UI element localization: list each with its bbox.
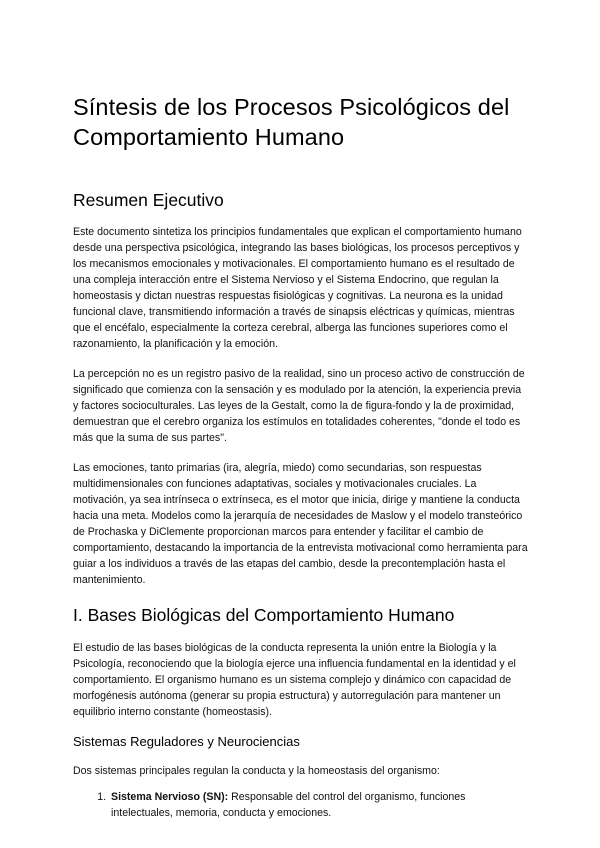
subsection-heading: Sistemas Reguladores y Neurociencias [73, 734, 300, 749]
summary-paragraph-1: Este documento sintetiza los principios fundamentales que explican el comportamiento humano desde una perspectiva psicológica, integrando las bases biológicas, los procesos perceptivos y los mecanismos emocionales y motivacionales. El comportamiento humano es el resultado de una compleja interacción entre el Sistema Nervioso y el Sistema Endocrino, que regulan la homeostasis y dictan nuestras respuestas fisiológicas y cognitivas. La neurona es la unidad funcional clave, transmitiendo información a través de sinapsis eléctricas y químicas, mientras que el encéfalo, especialmente la corteza cerebral, alberga las funciones superiores como el razonamiento, la planificación y la emoción. [73, 226, 522, 350]
section-1-heading: I. Bases Biológicas del Comportamiento Humano [73, 605, 455, 625]
subsection-intro: Dos sistemas principales regulan la conducta y la homeostasis del organismo: [73, 765, 440, 777]
executive-summary-heading: Resumen Ejecutivo [73, 190, 224, 210]
summary-paragraph-2: La percepción no es un registro pasivo de la realidad, sino un proceso activo de construcción de significado que comienza con la sensación y es modulado por la atención, la experiencia previa y factores socioculturales. Las leyes de la Gestalt, como la de figura-fondo y la de proximidad, demuestran que el cerebro organiza los estímulos en totalidades coherentes, "donde el todo es más que la suma de sus partes". [73, 368, 525, 444]
section-1-paragraph: El estudio de las bases biológicas de la conducta representa la unión entre la Biología y la Psicología, reconociendo que la biología ejerce una influencia fundamental en la identidad y el comportamiento. El organismo humano es un sistema complejo y dinámico con capacidad de morfogénesis autónoma (generar su propia estructura) y autorregulación para mantener un equilibrio interno constante (homeostasis). [73, 642, 516, 718]
list-item-term: Sistema Nervioso (SN): [111, 791, 229, 803]
list-item [109, 789, 528, 821]
list-item-text: Responsable del control del organismo, funciones intelectuales, memoria, conducta y emociones. [111, 791, 466, 819]
document-title: Síntesis de los Procesos Psicológicos del Comportamiento Humano [73, 94, 510, 150]
regulatory-systems-list [73, 789, 528, 821]
summary-paragraph-3: Las emociones, tanto primarias (ira, alegría, miedo) como secundarias, son respuestas multidimensionales con funciones adaptativas, sociales y motivacionales cruciales. La motivación, ya sea intrínseca o extrínseca, es el motor que inicia, dirige y mantiene la conducta hacia una meta. Modelos como la jerarquía de necesidades de Maslow y el modelo transteórico de Prochaska y DiClemente proporcionan marcos para entender y facilitar el cambio de comportamiento, destacando la importancia de la entrevista motivacional como herramienta para guiar a los individuos a través de las etapas del cambio, desde la precontemplación hasta el mantenimiento. [73, 462, 528, 586]
document-page [73, 92, 528, 821]
